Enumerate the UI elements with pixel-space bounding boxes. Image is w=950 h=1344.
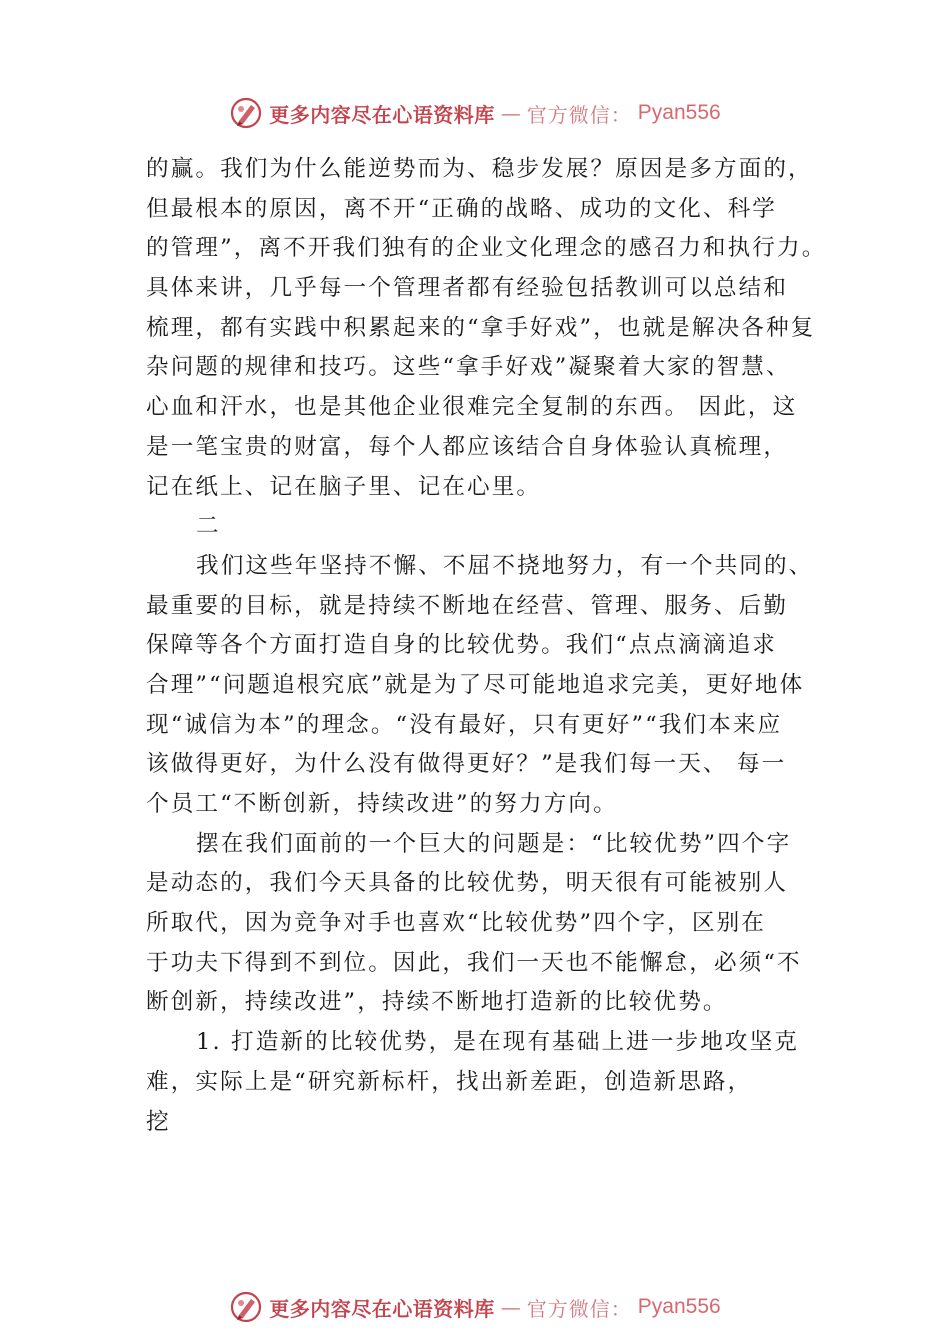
text-line: 所取代，因为竞争对手也喜欢“比较优势”四个字，区别在 [146, 910, 766, 937]
text-line: 具体来讲，几乎每一个管理者都有经验包括教训可以总结和 [146, 275, 789, 302]
text-line: 保障等各个方面打造自身的比较优势。我们“点点滴滴追求 [146, 632, 777, 659]
text-line: 摆在我们面前的一个巨大的问题是：“比较优势”四个字 [196, 830, 792, 857]
text-line: 梳理，都有实践中积累起来的“拿手好戏”，也就是解决各种复 [146, 314, 816, 341]
numbered-item-line: 1. 打造新的比较优势，是在现有基础上进一步地攻坚克 [196, 1029, 799, 1056]
text-line: 个员工“不断创新，持续改进”的努力方向。 [146, 791, 618, 817]
header-banner [0, 96, 950, 130]
text-line: 现“诚信为本”的理念。“没有最好，只有更好”“我们本来应 [146, 711, 783, 738]
document-body [146, 150, 826, 1142]
banner-wechat-id: Pyan556 [637, 101, 721, 124]
section-heading: 二 [196, 513, 221, 540]
banner-brand-text: 更多内容尽在心语资料库 [269, 102, 495, 127]
text-line: 是一笔宝贵的财富，每个人都应该结合自身体验认真梳理， [146, 433, 789, 460]
footer-banner [0, 1290, 950, 1324]
banner-separator: — [500, 101, 521, 125]
banner-wechat-label: 官方微信： [526, 1296, 632, 1321]
text-line: 断创新，持续改进”，持续不断地打造新的比较优势。 [146, 989, 728, 1016]
text-line: 记在纸上、记在脑子里、记在心里。 [146, 473, 542, 500]
text-line: 合理”“问题追根究底”就是为了尽可能地追求完美，更好地体 [146, 671, 805, 698]
banner-separator: — [500, 1295, 521, 1319]
banner-wechat-id: Pyan556 [637, 1295, 721, 1318]
text-line: 是动态的，我们今天具备的比较优势，明天很有可能被别人 [146, 870, 789, 897]
text-line: 最重要的目标，就是持续不断地在经营、管理、服务、后勤 [146, 592, 789, 619]
text-line: 挖 [146, 1108, 171, 1135]
text-line: 心血和汗水，也是其他企业很难完全复制的东西。 因此，这 [146, 394, 798, 421]
pen-logo-icon [229, 96, 263, 130]
pen-logo-icon [229, 1290, 263, 1324]
text-line: 杂问题的规律和技巧。这些“拿手好戏”凝聚着大家的智慧、 [146, 354, 791, 381]
text-line: 于功夫下得到不到位。因此，我们一天也不能懈怠，必须“不 [146, 949, 802, 976]
text-line: 该做得更好，为什么没有做得更好？”是我们每一天、 每一 [146, 751, 787, 778]
text-line: 的管理”，离不开我们独有的企业文化理念的感召力和执行力。 [146, 235, 827, 262]
text-line: 难，实际上是“研究新标杆，找出新差距，创造新思路， [146, 1068, 753, 1095]
banner-brand-text: 更多内容尽在心语资料库 [269, 1296, 495, 1321]
text-line: 的赢。我们为什么能逆势而为、稳步发展？原因是多方面的， [146, 156, 813, 182]
text-line: 我们这些年坚持不懈、不屈不挠地努力，有一个共同的、 [196, 552, 814, 579]
banner-wechat-label: 官方微信： [526, 102, 632, 127]
text-line: 但最根本的原因，离不开“正确的战略、成功的文化、科学 [146, 195, 777, 222]
